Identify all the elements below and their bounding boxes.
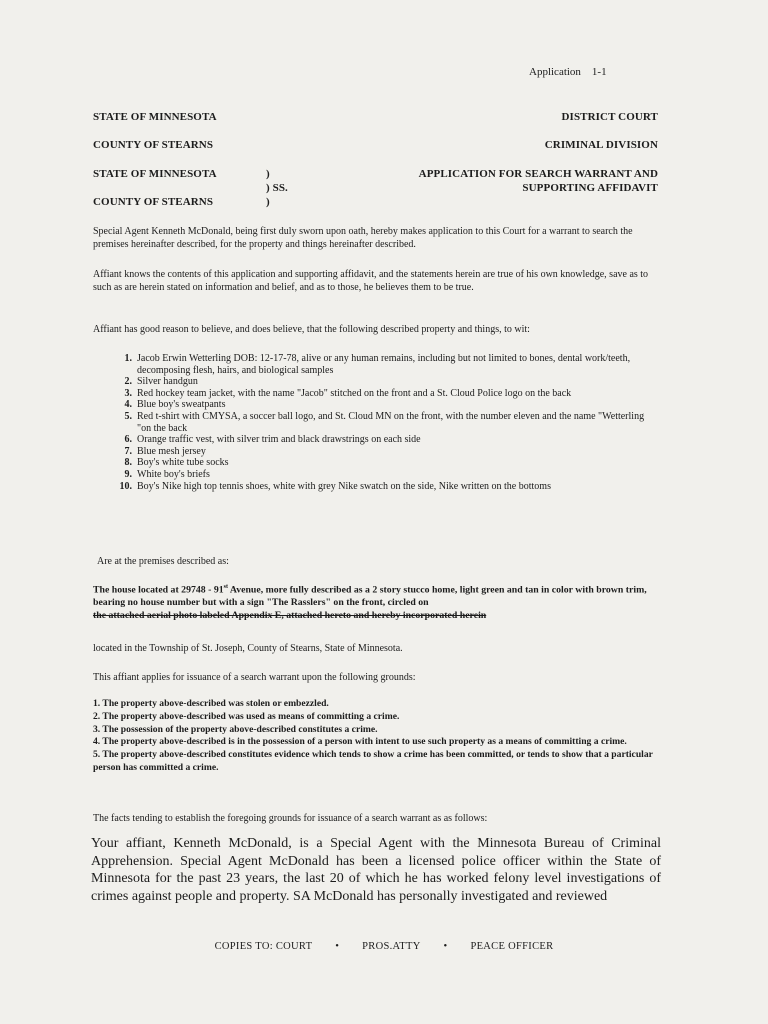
ground-item: 5. The property above-described constitutes evidence which tends to show a crime has been committed, or tends to show that a particular person has committed a crime. [93, 749, 653, 773]
property-list [112, 353, 647, 492]
belief-paragraph: Affiant has good reason to believe, and does believe, that the following described property and things, to wit: [93, 324, 530, 335]
list-item: 10. Boy's Nike high top tennis shoes, white with grey Nike swatch on the side, Nike written on the bottoms [119, 480, 551, 492]
grounds-intro: This affiant applies for issuance of a search warrant upon the following grounds: [93, 672, 416, 683]
caption-paren-1: ) [266, 168, 270, 180]
bullet-icon: • [443, 941, 448, 952]
grounds-list [93, 698, 658, 775]
list-item: 7. Blue mesh jersey [124, 445, 206, 457]
document-title-line-1: APPLICATION FOR SEARCH WARRANT AND [418, 168, 658, 180]
list-item: 4. Blue boy's sweatpants [124, 399, 226, 411]
facts-intro: The facts tending to establish the foregoing grounds for issuance of a search warrant as as follows: [93, 813, 488, 824]
state-label: STATE OF MINNESOTA [93, 111, 217, 123]
ground-item: 3. The possession of the property above-described constitutes a crime. [93, 723, 378, 735]
caption-state: STATE OF MINNESOTA [93, 168, 217, 180]
copies-court: COPIES TO: COURT [214, 941, 313, 952]
copies-pros-atty: PROS.ATTY [362, 941, 421, 952]
township-line: located in the Township of St. Joseph, County of Stearns, State of Minnesota. [93, 643, 403, 654]
premises-intro: Are at the premises described as: [97, 556, 229, 567]
list-item: 3. Red hockey team jacket, with the name "Jacob" stitched on the front and a St. Cloud Police logo on the back [124, 387, 572, 399]
copies-footer [0, 941, 768, 952]
document-title-line-2: SUPPORTING AFFIDAVIT [522, 182, 658, 194]
list-item: 8. Boy's white tube socks [124, 457, 229, 469]
caption-county: COUNTY OF STEARNS [93, 196, 214, 208]
intro-paragraph: Special Agent Kenneth McDonald, being first duly sworn upon oath, hereby makes application to this Court for a warrant to search the premises hereinafter described, for the property and things hereinafter described. [93, 226, 633, 250]
struck-appendix-text: the attached aerial photo labeled Appendix E, attached hereto and hereby incorporated herein [93, 610, 487, 622]
list-item: 6. Orange traffic vest, with silver trim and black drawstrings on each side [124, 434, 421, 446]
list-item: 5. Red t-shirt with CMYSA, a soccer ball logo, and St. Cloud MN on the front, with the number eleven and the name "Wetterling "on the back [124, 410, 645, 434]
copies-peace-officer: PEACE OFFICER [470, 941, 554, 952]
list-item: 9. White boy's briefs [124, 468, 210, 480]
list-item: 1. Jacob Erwin Wetterling DOB: 12-17-78, alive or any human remains, including but not limited to bones, dental work/teeth, decomposing flesh, hairs, and biological samples [124, 353, 631, 376]
ground-item: 1. The property above-described was stolen or embezzled. [93, 698, 329, 709]
premises-description: The house located at 29748 - 91st Avenue, more fully described as a 2 story stucco home, light green and tan in color with brown trim, bearing no house number but with a sign "The Rasslers" on the front, circled on the attached aerial photo labeled Appendix E, attached hereto and hereby incorporated herein [93, 584, 647, 622]
ground-item: 2. The property above-described was used as means of committing a crime. [93, 710, 400, 722]
division-label: CRIMINAL DIVISION [544, 139, 658, 151]
list-item: 2. Silver handgun [124, 376, 198, 388]
ground-item: 4. The property above-described is in the possession of a person with intent to use such property as a means of committing a crime. [93, 736, 627, 748]
affidavit-body: Your affiant, Kenneth McDonald, is a Special Agent with the Minnesota Bureau of Criminal Apprehension. Special Agent McDonald has been a licensed police officer within the State of Minnesota for the past 23 years, the last 20 of which he has worked felony level investigations of crimes against people and property. SA McDonald has personally investigated and reviewed [91, 836, 661, 904]
caption-ss: ) SS. [266, 182, 288, 194]
bullet-icon: • [335, 941, 340, 952]
caption-paren-3: ) [266, 196, 270, 208]
county-label: COUNTY OF STEARNS [93, 139, 214, 151]
court-label: DISTRICT COURT [561, 111, 658, 123]
application-number: Application 1-1 [529, 66, 607, 78]
knowledge-paragraph: Affiant knows the contents of this application and supporting affidavit, and the statements herein are true of his own knowledge, save as to such as are herein stated on information and belief, and as to those, he believes them to be true. [93, 269, 649, 293]
